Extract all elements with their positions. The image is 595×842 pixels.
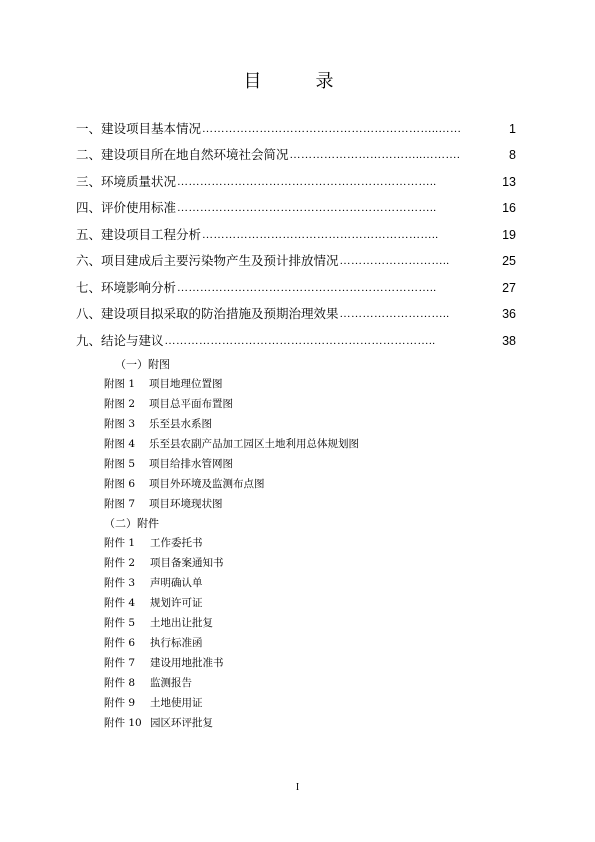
figure-number: 附图 7 bbox=[104, 498, 136, 510]
attachment-name: 监测报告 bbox=[150, 677, 192, 689]
attachments-heading: （二）附件 bbox=[104, 517, 159, 530]
toc-entry-title: 九、结论与建议 bbox=[76, 332, 164, 348]
attachment-number: 附件 6 bbox=[104, 637, 136, 649]
attachment-name: 声明确认单 bbox=[150, 577, 203, 589]
toc-leader-dots: ……………………………………………………..…… bbox=[202, 122, 462, 135]
toc-page-number: 38 bbox=[502, 333, 516, 348]
attachment-item[interactable] bbox=[104, 536, 224, 556]
attachment-number: 附件 2 bbox=[104, 557, 136, 569]
figure-number: 附图 4 bbox=[104, 438, 136, 450]
toc-leader-dots: ……………………….. bbox=[339, 308, 450, 320]
attachment-name: 项目备案通知书 bbox=[150, 557, 224, 569]
page-number: I bbox=[295, 782, 300, 793]
figure-number: 附图 1 bbox=[104, 378, 136, 390]
attachment-name: 土地使用证 bbox=[150, 697, 203, 709]
attachment-item[interactable] bbox=[104, 676, 224, 696]
figure-item[interactable] bbox=[104, 397, 359, 417]
attachment-number: 附件 8 bbox=[104, 677, 136, 689]
figure-name: 乐至县水系图 bbox=[149, 418, 212, 430]
attachment-item[interactable] bbox=[104, 556, 224, 576]
toc-entry[interactable] bbox=[76, 322, 516, 349]
figure-number: 附图 6 bbox=[104, 478, 136, 490]
toc-entry[interactable] bbox=[76, 137, 516, 164]
attachment-number: 附件 9 bbox=[104, 697, 136, 709]
figures-heading: （一）附图 bbox=[115, 358, 170, 371]
toc-entry-title: 四、评价使用标准 bbox=[76, 200, 177, 215]
figure-number: 附图 2 bbox=[104, 398, 136, 410]
attachment-name: 工作委托书 bbox=[150, 537, 203, 549]
attachment-item[interactable] bbox=[104, 696, 224, 716]
toc-entry-title: 七、环境影响分析 bbox=[76, 279, 177, 295]
toc-leader-dots: …………………………………………………………….. bbox=[164, 334, 436, 347]
figures-list bbox=[104, 377, 359, 517]
toc-page-number: 16 bbox=[502, 201, 516, 215]
figure-name: 乐至县农副产品加工园区土地利用总体规划图 bbox=[149, 438, 359, 450]
toc-leader-dots: …………………………………………………….. bbox=[202, 228, 439, 241]
attachment-number: 附件 4 bbox=[104, 597, 136, 609]
figure-item[interactable] bbox=[104, 377, 359, 397]
toc-page-number: 36 bbox=[502, 307, 516, 321]
figure-name: 项目总平面布置图 bbox=[149, 398, 233, 410]
figure-number: 附图 3 bbox=[104, 418, 136, 430]
figure-item[interactable] bbox=[104, 477, 359, 497]
toc-leader-dots: ………………………………………………………….. bbox=[177, 202, 437, 214]
toc-entry-title: 六、项目建成后主要污染物产生及预计排放情况 bbox=[76, 253, 339, 268]
toc-entry-title: 三、环境质量状况 bbox=[76, 173, 177, 189]
toc-page-number: 1 bbox=[509, 121, 516, 136]
toc-leader-dots: ……………………….. bbox=[339, 255, 450, 267]
toc-page-number: 13 bbox=[502, 174, 516, 189]
attachment-item[interactable] bbox=[104, 716, 224, 736]
figure-name: 项目环境现状图 bbox=[149, 498, 223, 510]
figure-item[interactable] bbox=[104, 497, 359, 517]
toc-entry[interactable] bbox=[76, 163, 516, 190]
figure-item[interactable] bbox=[104, 437, 359, 457]
figure-name: 项目外环境及监测布点图 bbox=[149, 478, 265, 490]
toc-entry[interactable] bbox=[76, 269, 516, 296]
toc-leader-dots: ……………………………..………. bbox=[289, 149, 461, 161]
toc-list bbox=[76, 110, 516, 349]
attachment-item[interactable] bbox=[104, 616, 224, 636]
toc-entry[interactable] bbox=[76, 243, 516, 270]
toc-page-number: 8 bbox=[509, 148, 516, 162]
toc-leader-dots: ………………………………………………………….. bbox=[177, 175, 437, 188]
toc-page-number: 27 bbox=[502, 280, 516, 295]
attachment-item[interactable] bbox=[104, 576, 224, 596]
figure-item[interactable] bbox=[104, 457, 359, 477]
attachment-item[interactable] bbox=[104, 656, 224, 676]
toc-entry[interactable] bbox=[76, 190, 516, 217]
attachment-name: 规划许可证 bbox=[150, 597, 203, 609]
figure-name: 项目地理位置图 bbox=[149, 378, 223, 390]
attachment-item[interactable] bbox=[104, 636, 224, 656]
attachment-name: 土地出让批复 bbox=[150, 617, 213, 629]
attachments-list bbox=[104, 536, 224, 736]
attachment-number: 附件 1 bbox=[104, 537, 136, 549]
figure-item[interactable] bbox=[104, 417, 359, 437]
toc-entry-title: 二、建设项目所在地自然环境社会简况 bbox=[76, 147, 289, 162]
toc-entry-title: 五、建设项目工程分析 bbox=[76, 226, 202, 242]
toc-leader-dots: ………………………………………………………….. bbox=[177, 281, 437, 294]
figure-name: 项目给排水管网图 bbox=[149, 458, 233, 470]
attachment-name: 执行标准函 bbox=[150, 637, 203, 649]
page-title: 目 录 bbox=[243, 71, 352, 92]
toc-entry[interactable] bbox=[76, 216, 516, 243]
toc-entry[interactable] bbox=[76, 110, 516, 137]
attachment-number: 附件 7 bbox=[104, 657, 136, 669]
toc-entry[interactable] bbox=[76, 296, 516, 323]
attachment-item[interactable] bbox=[104, 596, 224, 616]
figure-number: 附图 5 bbox=[104, 458, 136, 470]
attachment-name: 建设用地批准书 bbox=[150, 657, 224, 669]
attachment-number: 附件 10 bbox=[104, 717, 142, 729]
attachment-name: 园区环评批复 bbox=[150, 717, 213, 729]
toc-entry-title: 八、建设项目拟采取的防治措施及预期治理效果 bbox=[76, 306, 339, 321]
toc-entry-title: 一、建设项目基本情况 bbox=[76, 120, 202, 136]
attachment-number: 附件 5 bbox=[104, 617, 136, 629]
toc-page-number: 19 bbox=[502, 227, 516, 242]
attachment-number: 附件 3 bbox=[104, 577, 136, 589]
toc-page-number: 25 bbox=[502, 254, 516, 268]
